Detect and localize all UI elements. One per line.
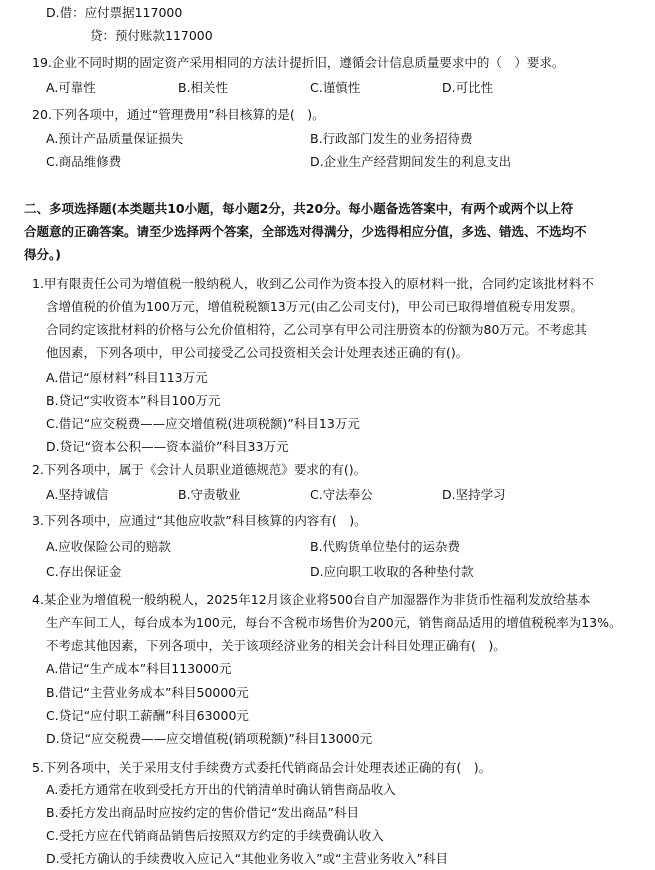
m4-stem-line3: 不考虑其他因素，下列各项中，关于该项经济业务的相关会计科目处理正确有( )。 — [46, 638, 506, 653]
m1-stem-line3: 合同约定该批材料的价格与公允价值相符，乙公司享有甲公司注册资本的份额为80万元。不考虑其 — [46, 322, 587, 337]
q19-option-a: A.可靠性 — [46, 80, 96, 95]
section2-heading-line1: 二、多项选择题(本类题共10小题，每小题2分，共20分。每小题备选答案中，有两个或两个以上符 — [24, 201, 574, 216]
m4-stem-line2: 生产车间工人，每台成本为100元，每台不含税市场售价为200元，销售商品适用的增值税税率为13%。 — [46, 615, 622, 630]
m5-option-b: B.委托方发出商品时应按约定的售价借记“发出商品”科目 — [46, 805, 360, 820]
q20-stem: 20.下列各项中，通过“管理费用”科目核算的是( )。 — [32, 107, 325, 122]
m4-option-a: A.借记“生产成本”科目113000元 — [46, 661, 232, 676]
m1-option-a: A.借记“原材料”科目113万元 — [46, 370, 208, 385]
m1-option-b: B.贷记“实收资本”科目100万元 — [46, 393, 221, 408]
m1-stem-line4: 他因素，下列各项中，甲公司接受乙公司投资相关会计处理表述正确的有()。 — [46, 345, 469, 360]
m1-option-d: D.贷记“资本公积——资本溢价”科目33万元 — [46, 439, 289, 454]
q19-option-d: D.可比性 — [442, 80, 494, 95]
m4-stem-line1: 4.某企业为增值税一般纳税人，2025年12月该企业将500台自产加湿器作为非货币性福利发放给基本 — [32, 592, 591, 607]
m5-option-c: C.受托方应在代销商品销售后按照双方约定的手续费确认收入 — [46, 828, 384, 843]
m2-option-b: B.守责敬业 — [178, 487, 241, 502]
m3-option-c: C.存出保证金 — [46, 564, 122, 579]
m4-option-b: B.借记“主营业务成本”科目50000元 — [46, 685, 249, 700]
m3-option-b: B.代购货单位垫付的运杂费 — [310, 539, 461, 554]
m1-stem-line2: 含增值税的价值为100万元，增值税税额13万元(由乙公司支付)，甲公司已取得增值税专用发票。 — [46, 299, 584, 314]
q19-stem: 19.企业不同时期的固定资产采用相同的方法计提折旧，遵循会计信息质量要求中的（ ）要求。 — [32, 55, 565, 70]
m1-stem-line1: 1.甲有限责任公司为增值税一般纳税人，收到乙公司作为资本投入的原材料一批，合同约定该批材料不 — [32, 276, 594, 291]
q19-option-b: B.相关性 — [178, 80, 229, 95]
m1-option-c: C.借记“应交税费——应交增值税(进项税额)”科目13万元 — [46, 416, 360, 431]
m4-option-d: D.贷记“应交税费——应交增值税(销项税额)”科目13000元 — [46, 731, 373, 746]
m3-stem: 3.下列各项中，应通过“其他应收款”科目核算的内容有( )。 — [32, 513, 367, 528]
m4-option-c: C.贷记“应付职工薪酬”科目63000元 — [46, 708, 249, 723]
q19-option-c: C.谨慎性 — [310, 80, 361, 95]
m2-option-c: C.守法奉公 — [310, 487, 373, 502]
m2-option-a: A.坚持诚信 — [46, 487, 109, 502]
q20-option-c: C.商品维修费 — [46, 154, 122, 169]
m5-option-a: A.委托方通常在收到受托方开出的代销清单时确认销售商品收入 — [46, 782, 396, 797]
q20-option-d: D.企业生产经营期间发生的利息支出 — [310, 154, 512, 169]
q20-option-a: A.预计产品质量保证损失 — [46, 131, 184, 146]
section2-heading-line3: 得分。) — [24, 247, 61, 262]
m3-option-d: D.应向职工收取的各种垫付款 — [310, 564, 474, 579]
q18-option-d-line2: 贷：预付账款117000 — [90, 28, 213, 43]
q18-option-d-line1: D.借：应付票据117000 — [46, 5, 183, 20]
m5-option-d: D.受托方确认的手续费收入应记入“其他业务收入”或“主营业务收入”科目 — [46, 851, 449, 866]
q20-option-b: B.行政部门发生的业务招待费 — [310, 131, 473, 146]
m2-option-d: D.坚持学习 — [442, 487, 506, 502]
m3-option-a: A.应收保险公司的赔款 — [46, 539, 171, 554]
m5-stem: 5.下列各项中，关于采用支付手续费方式委托代销商品会计处理表述正确的有( )。 — [32, 760, 492, 775]
section2-heading-line2: 合题意的正确答案。请至少选择两个答案，全部选对得满分，少选得相应分值，多选、错选、不选均不 — [24, 224, 587, 239]
m2-stem: 2.下列各项中，属于《会计人员职业道德规范》要求的有()。 — [32, 462, 367, 477]
